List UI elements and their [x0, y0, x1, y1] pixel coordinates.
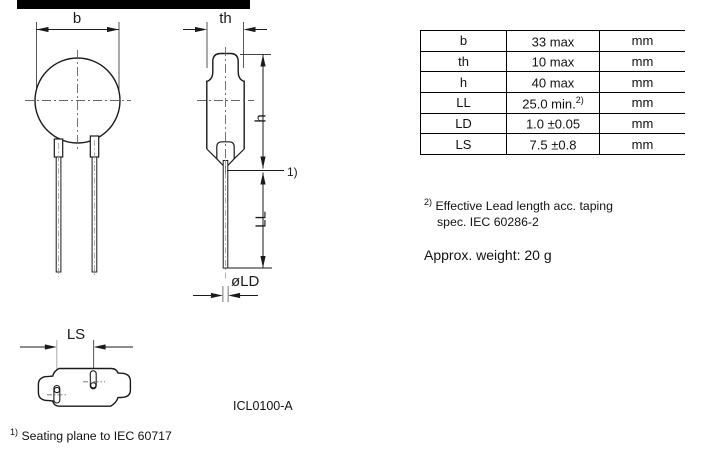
bottom-body-outline — [38, 369, 130, 407]
value-text: 10 max — [531, 54, 575, 70]
arrowhead — [195, 27, 207, 32]
cell-param: h — [421, 72, 507, 93]
dim-label-ls: LS — [66, 326, 86, 343]
lead-centerlines — [59, 140, 95, 277]
dim-label-h: h — [252, 114, 270, 123]
footnote-2-ref: 2) — [424, 197, 433, 207]
footnote-1-text: Seating plane to IEC 60717 — [21, 429, 172, 444]
footnote-1 — [10, 425, 172, 445]
cell-unit: mm — [600, 72, 686, 93]
cell-unit: mm — [600, 51, 686, 72]
arrowhead — [260, 173, 265, 185]
cell-value — [507, 31, 600, 52]
value-sup: 2) — [575, 94, 584, 105]
bottom-view-drawing — [20, 340, 133, 406]
cell-value — [507, 72, 600, 93]
seating-plane-ref: 1) — [287, 165, 298, 179]
arrowhead — [244, 27, 256, 32]
dim-label-ld: øLD — [231, 273, 260, 290]
footnote-2-text: Effective Lead length acc. taping — [435, 199, 613, 214]
arrowhead — [107, 27, 119, 32]
footnote-2-line1 — [424, 195, 613, 215]
side-view-drawing — [183, 22, 284, 302]
weight-note: Approx. weight: 20 g — [424, 247, 552, 263]
value-text: 25.0 min. — [522, 96, 576, 112]
table-row — [421, 72, 686, 93]
cell-value — [507, 113, 600, 134]
arrowhead — [45, 344, 57, 349]
dim-label-b: b — [72, 10, 82, 27]
cell-value — [507, 93, 600, 114]
arrowhead — [260, 256, 265, 268]
table-row — [421, 31, 686, 52]
header-bar-fragment — [17, 0, 250, 9]
lead-edge-extensions — [223, 286, 228, 302]
dim-label-th: th — [219, 10, 232, 27]
dim-ld — [193, 293, 258, 298]
dimensions-table — [420, 30, 685, 155]
front-view-drawing — [25, 22, 131, 277]
footnote-2 — [424, 195, 613, 230]
table-row — [421, 93, 686, 114]
cell-param: b — [421, 31, 507, 52]
cell-value — [507, 51, 600, 72]
dim-label-ll: LL — [252, 211, 270, 228]
arrowhead — [94, 344, 106, 349]
arrowhead — [37, 27, 49, 32]
value-text: 40 max — [531, 75, 575, 91]
cell-param: th — [421, 51, 507, 72]
footnote-2-line2: spec. IEC 60286-2 — [437, 214, 539, 229]
centerlines — [197, 47, 254, 174]
table-row — [421, 134, 686, 155]
cell-unit: mm — [600, 93, 686, 114]
table-row — [421, 113, 686, 134]
cell-value — [507, 134, 600, 155]
footnote-1-ref: 1) — [10, 427, 19, 437]
arrowhead — [211, 293, 223, 298]
table-row — [421, 51, 686, 72]
arrowhead — [260, 157, 265, 169]
arrowhead — [228, 293, 240, 298]
cell-unit: mm — [600, 31, 686, 52]
cell-param: LS — [421, 134, 507, 155]
cell-param: LD — [421, 113, 507, 134]
cell-unit: mm — [600, 113, 686, 134]
value-text: 1.0 ±0.05 — [525, 116, 581, 132]
arrowhead — [260, 55, 265, 67]
value-text: 7.5 ±0.8 — [529, 137, 577, 153]
dim-th — [183, 22, 267, 68]
cell-param: LL — [421, 93, 507, 114]
value-text: 33 max — [531, 34, 575, 49]
cell-unit: mm — [600, 134, 686, 155]
part-number: ICL0100-A — [233, 399, 293, 413]
